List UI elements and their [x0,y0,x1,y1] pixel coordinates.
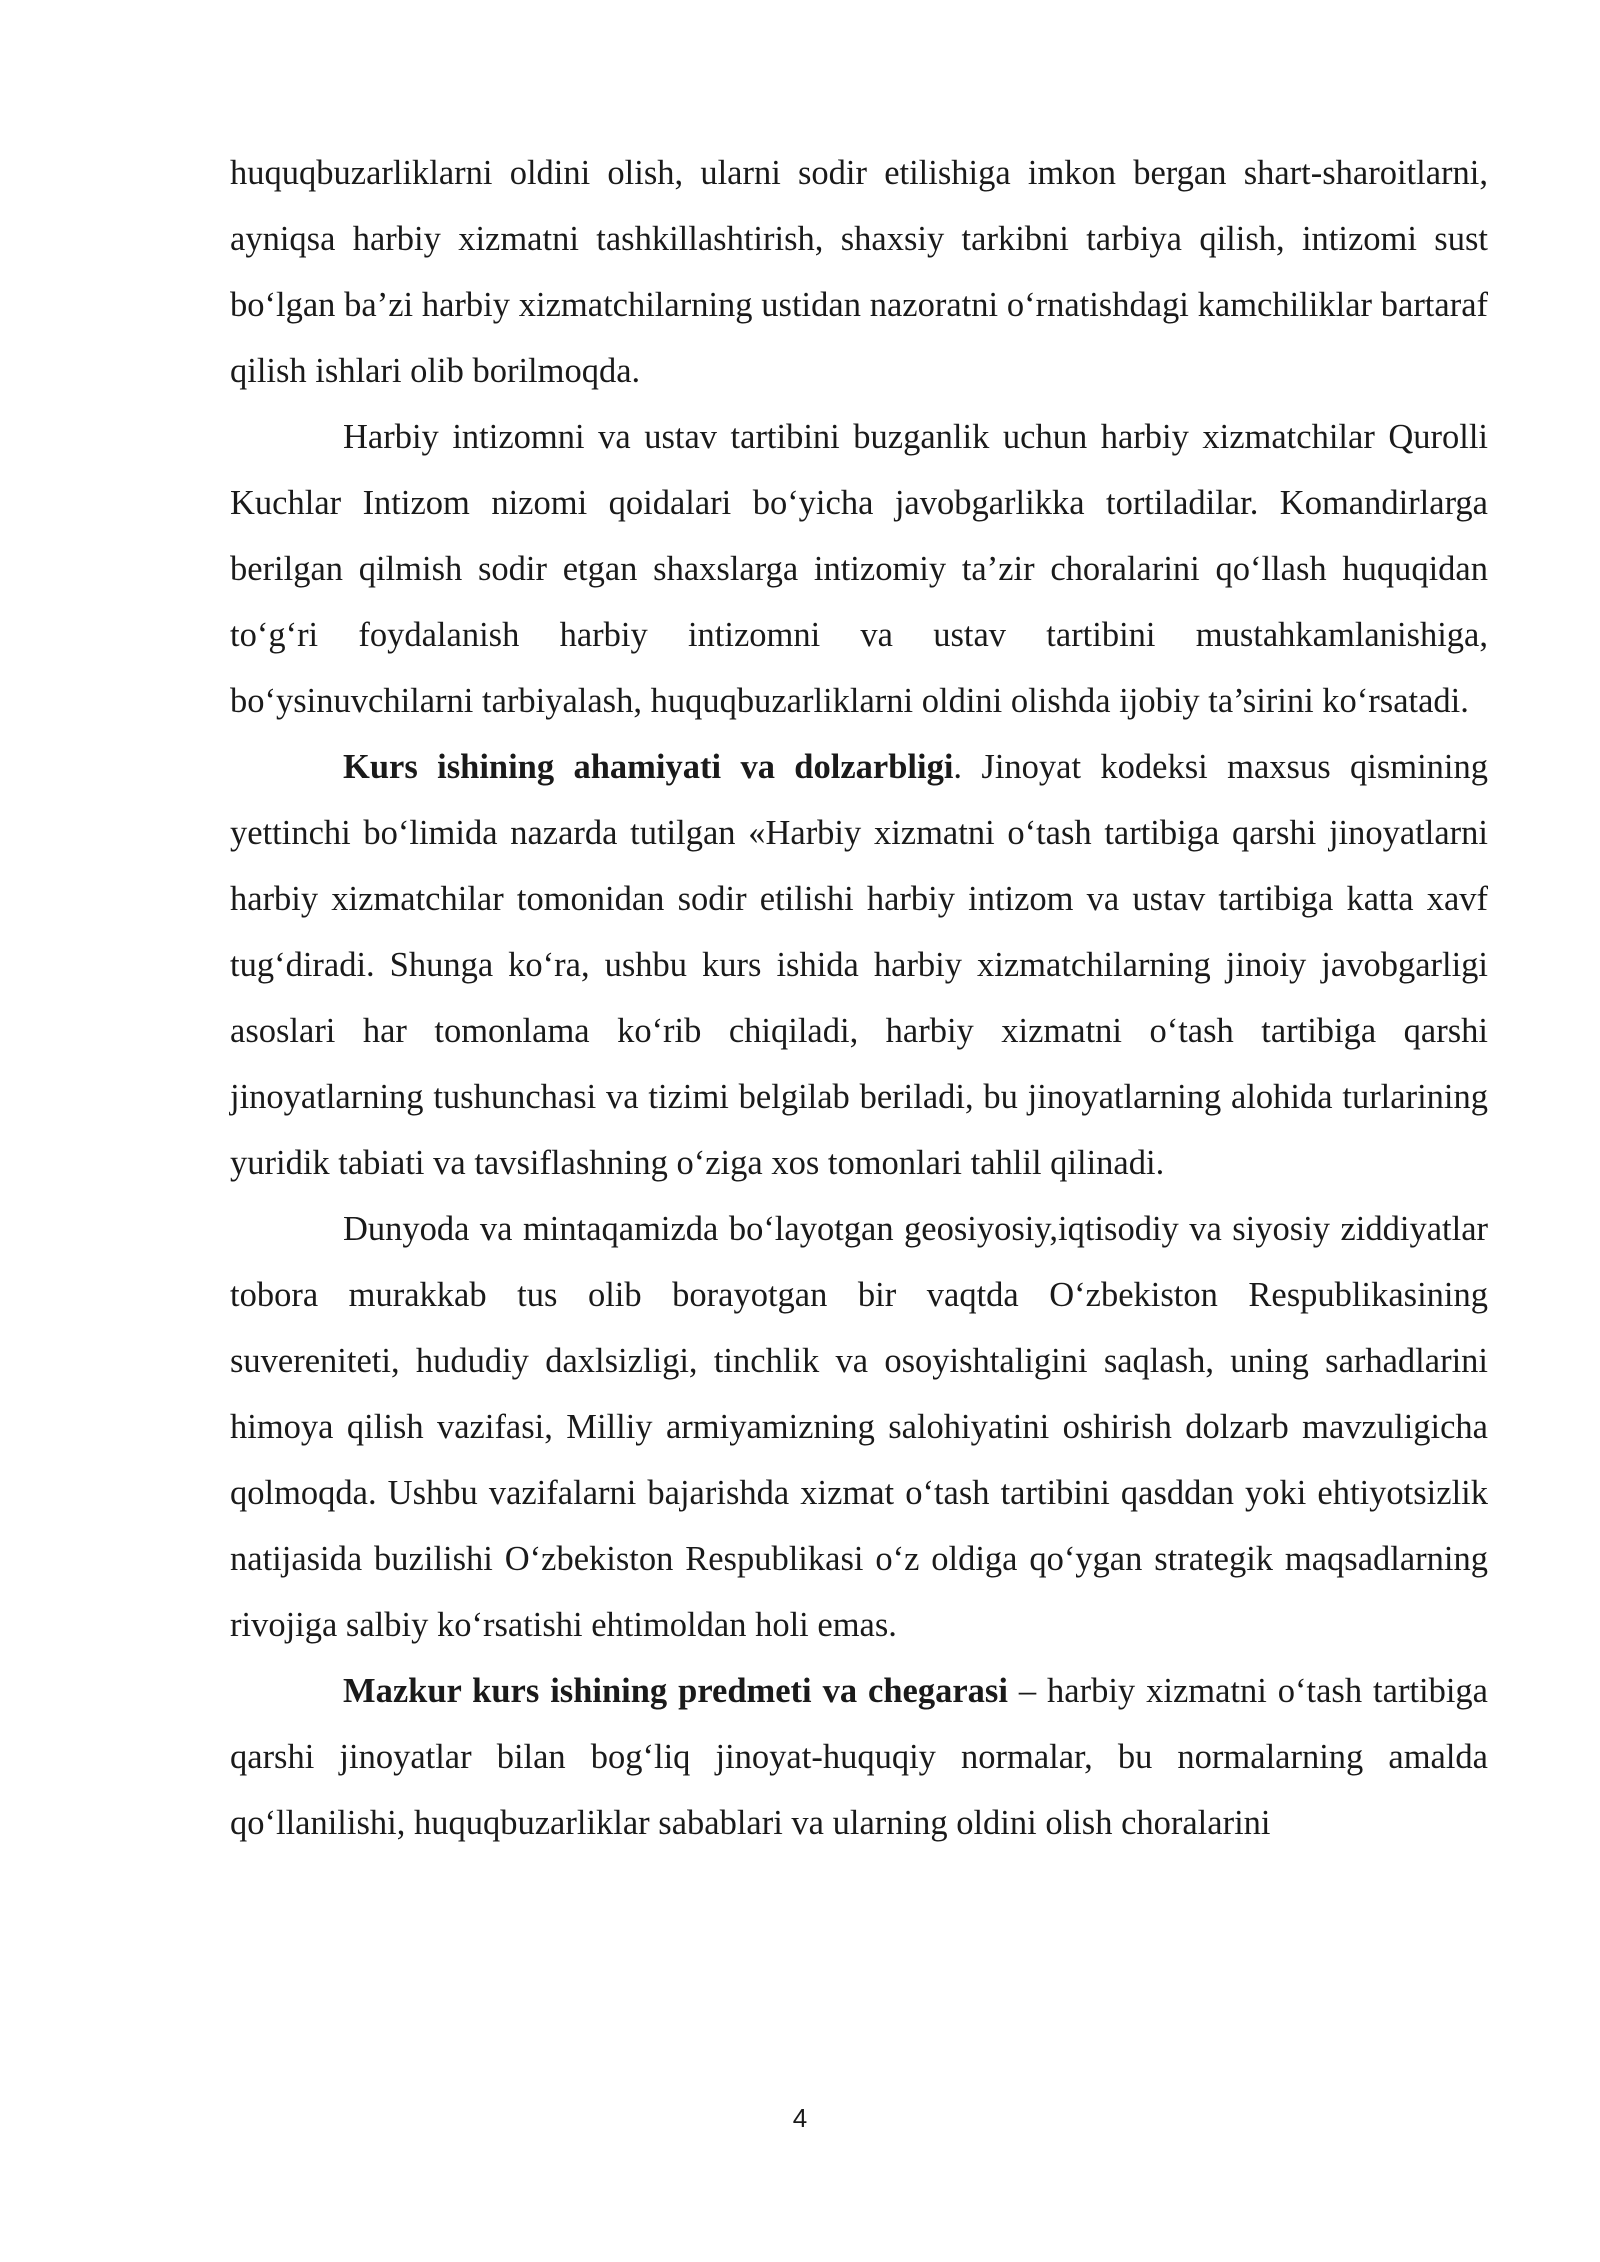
paragraph-text: Harbiy intizomni va ustav tartibini buzganlik uchun harbiy xizmatchilar Qurolli Kuchlar Intizom nizomi qoidalari bo‘yicha javobgarlikka tortiladilar. Komandirlarga berilgan qilmish sodir etgan shaxslarga intizomiy ta’zir choralarini qo‘llash huquqidan to‘g‘ri foydalanish harbiy intizomni va ustav tartibini mustahkamlanishiga, bo‘ysinuvchilarni tarbiyalash, huquqbuzarliklarni oldini olishda ijobiy ta’sirini ko‘rsatadi. [230,418,1488,720]
paragraph-geopolitics [230,1196,1488,1658]
paragraph-discipline [230,404,1488,734]
paragraph-text: huquqbuzarliklarni oldini olish, ularni sodir etilishiga imkon bergan shart-sharoitlarni, ayniqsa harbiy xizmatni tashkillashtirish, shaxsiy tarkibni tarbiya qilish, intizomi sust bo‘lgan ba’zi harbiy xizmatchilarning ustidan nazoratni o‘rnatishdagi kamchiliklar bartaraf qilish ishlari olib borilmoqda. [230,154,1488,390]
paragraph-subject [230,1658,1488,1856]
paragraph-relevance [230,734,1488,1196]
paragraph-continuation [230,140,1488,404]
paragraph-text: – harbiy xizmatni o‘tash tartibiga qarshi jinoyatlar bilan bog‘liq jinoyat-huquqiy normalar, bu normalarning amalda qo‘llanilishi, huquqbuzarliklar sabablari va ularning oldini olish choralarini [230,1672,1488,1842]
page-number: 4 [792,2103,808,2133]
paragraph-heading: Kurs ishining ahamiyati va dolzarbligi [343,748,954,786]
paragraph-heading: Mazkur kurs ishining predmeti va chegarasi [343,1672,1008,1710]
document-page [230,140,1488,1856]
paragraph-text: Dunyoda va mintaqamizda bo‘layotgan geosiyosiy,iqtisodiy va siyosiy ziddiyatlar tobora murakkab tus olib borayotgan bir vaqtda O‘zbekiston Respublikasining suvereniteti, hududiy daxlsizligi, tinchlik va osoyishtaligini saqlash, uning sarhadlarini himoya qilish vazifasi, Milliy armiyamizning salohiyatini oshirish dolzarb mavzuligicha qolmoqda. Ushbu vazifalarni bajarishda xizmat o‘tash tartibini qasddan yoki ehtiyotsizlik natijasida buzilishi O‘zbekiston Respublikasi o‘z oldiga qo‘ygan strategik maqsadlarning rivojiga salbiy ko‘rsatishi ehtimoldan holi emas. [230,1210,1488,1644]
paragraph-text: . Jinoyat kodeksi maxsus qismining yettinchi bo‘limida nazarda tutilgan «Harbiy xizmatni o‘tash tartibiga qarshi jinoyatlarni harbiy xizmatchilar tomonidan sodir etilishi harbiy intizom va ustav tartibiga katta xavf tug‘diradi. Shunga ko‘ra, ushbu kurs ishida harbiy xizmatchilarning jinoiy javobgarligi asoslari har tomonlama ko‘rib chiqiladi, harbiy xizmatni o‘tash tartibiga qarshi jinoyatlarning tushunchasi va tizimi belgilab beriladi, bu jinoyatlarning alohida turlarining yuridik tabiati va tavsiflashning o‘ziga xos tomonlari tahlil qilinadi. [230,748,1488,1182]
